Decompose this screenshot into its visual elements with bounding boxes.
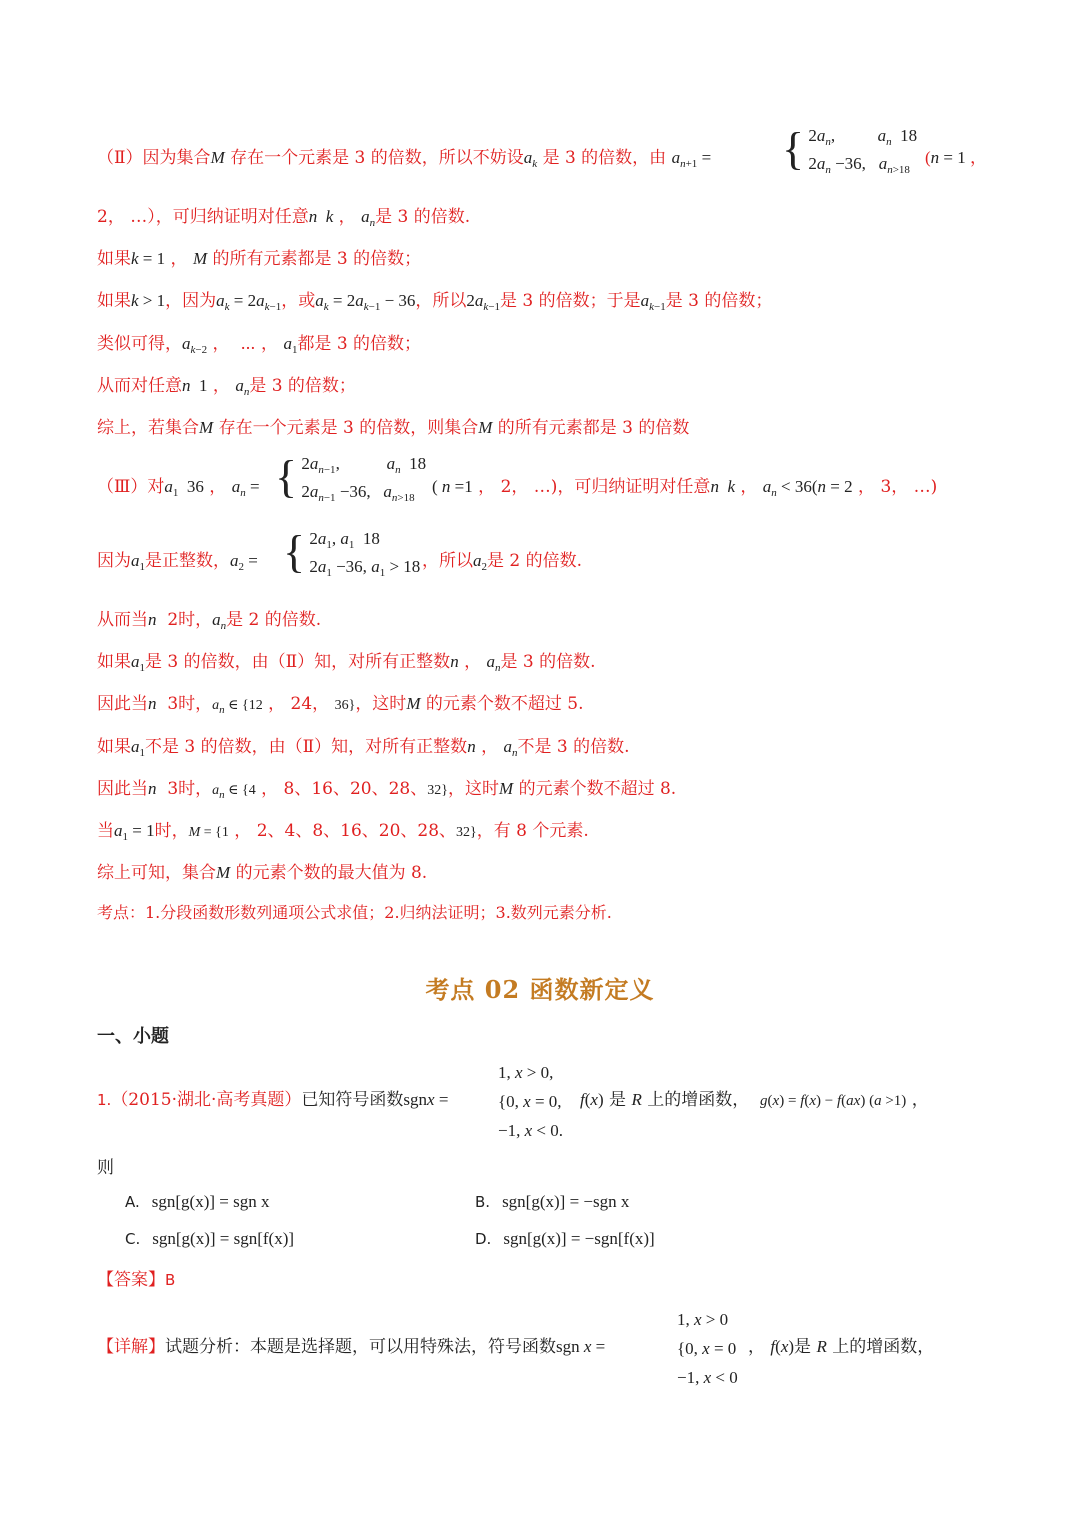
formula-tail: (n = 1 ， <box>925 148 988 167</box>
piecewise-formula: { $2a_{n-1}$, $a_n$ 18 $2a_{n-1} -36$, $a_{n>18}$ <box>275 450 427 504</box>
solution-line: （Ⅱ）因为集合M 存在一个元素是 3 的倍数，所以不妨设$a_k$ 是 3 的倍数，由 $a_{n+1}$ = <box>97 148 712 170</box>
solution-line: 因为$a_1$是正整数，$a_2$ = <box>97 551 258 573</box>
section-title: 考点 02 函数新定义 <box>425 975 655 1004</box>
detail-line: 【详解】试题分析：本题是选择题，可以用特殊法，符号函数sgn x = <box>97 1337 606 1357</box>
answer-line: 【答案】B <box>97 1270 176 1290</box>
question-stem: 1.（2015·湖北·高考真题）已知符号函数sgnx = <box>97 1090 449 1110</box>
kaodian-note: 考点：1.分段函数形数列通项公式求值；2.归纳法证明；3.数列元素分析. <box>97 903 612 922</box>
solution-line: 如果$a_1$不是 3 的倍数，由（Ⅱ）知，对所有正整数n ， $a_n$不是 3 的倍数. <box>97 737 630 759</box>
choice-c[interactable]: C. sgn[g(x)] = sgn[f(x)] <box>125 1229 295 1248</box>
solution-line: 从而对任意n 1 ， $a_n$是 3 的倍数； <box>97 376 356 398</box>
question-then: 则 <box>97 1158 114 1178</box>
solution-line: 因此当n 3时，$a_n$ ∈ {4 ， 8、16、20、28、32}，这时M 的元素个数不超过 8. <box>97 779 677 801</box>
solution-line: 如果$a_1$是 3 的倍数，由（Ⅱ）知，对所有正整数n ， $a_n$是 3 的倍数. <box>97 652 596 674</box>
solution-line: （Ⅲ）对$a_1$ 36 ， $a_n$ = <box>97 477 260 499</box>
choice-b[interactable]: B. sgn[g(x)] = −sgn x <box>475 1192 630 1211</box>
solution-line: 如果k > 1，因为$a_k = 2a_{k-1}$，或$a_k = 2a_{k-1} - 36$，所以$2a_{k-1}$是 3 的倍数；于是$a_{k-1}$是 3 的倍数； <box>97 291 773 313</box>
choice-a[interactable]: A. sgn[g(x)] = sgn x <box>125 1192 270 1211</box>
solution-line: 综上可知，集合M 的元素个数的最大值为 8. <box>97 863 428 883</box>
sgn-cases: 1, x > 0, {0, x = 0, −1, x < 0. <box>498 1063 563 1140</box>
subsection-heading: 一、小题 <box>97 1026 169 1047</box>
formula-tail: ，所以$a_2$是 2 的倍数. <box>422 551 583 573</box>
solution-line: 因此当n 3时，$a_n$ ∈ {12 ， 24， 36}，这时M 的元素个数不超过 5. <box>97 694 584 716</box>
choice-d[interactable]: D. sgn[g(x)] = −sgn[f(x)] <box>475 1229 655 1248</box>
formula-tail: ( n =1 ， 2， …)，可归纳证明对任意n k ， $a_n < 36(n = 2$ ， 3， …) <box>432 477 938 499</box>
solution-line: 如果k = 1 ， M 的所有元素都是 3 的倍数； <box>97 249 422 269</box>
detail-line-tail: ， f(x)是 R 上的增函数， <box>748 1337 935 1357</box>
piecewise-formula: { $2a_n$, $a_n$ 18 $2a_n -36$, $a_{n>18}$ <box>782 122 918 176</box>
solution-line: 当$a_1 = 1$时，M = {1 ， 2、4、8、16、20、28、32}，有 8 个元素. <box>97 821 589 843</box>
detail-sgn-cases: 1, x > 0 {0, x = 0 −1, x < 0 <box>677 1310 738 1387</box>
solution-line: 2， …），可归纳证明对任意n k ， $a_n$是 3 的倍数. <box>97 207 471 229</box>
piecewise-formula: { $2a_1$, $a_1$ 18 $2a_1 -36$, $a_1 > 18$ <box>283 525 421 579</box>
solution-line: 综上，若集合M 存在一个元素是 3 的倍数，则集合M 的所有元素都是 3 的倍数 <box>97 418 690 438</box>
solution-line: 从而当n 2时，$a_n$是 2 的倍数. <box>97 610 322 632</box>
solution-line: 类似可得，$a_{k-2}$ ， ⋯ ， $a_1$都是 3 的倍数； <box>97 334 422 356</box>
question-stem-tail: f(x) 是 R 上的增函数， g(x) = f(x) − f(ax) (a >1) ， <box>580 1090 929 1110</box>
